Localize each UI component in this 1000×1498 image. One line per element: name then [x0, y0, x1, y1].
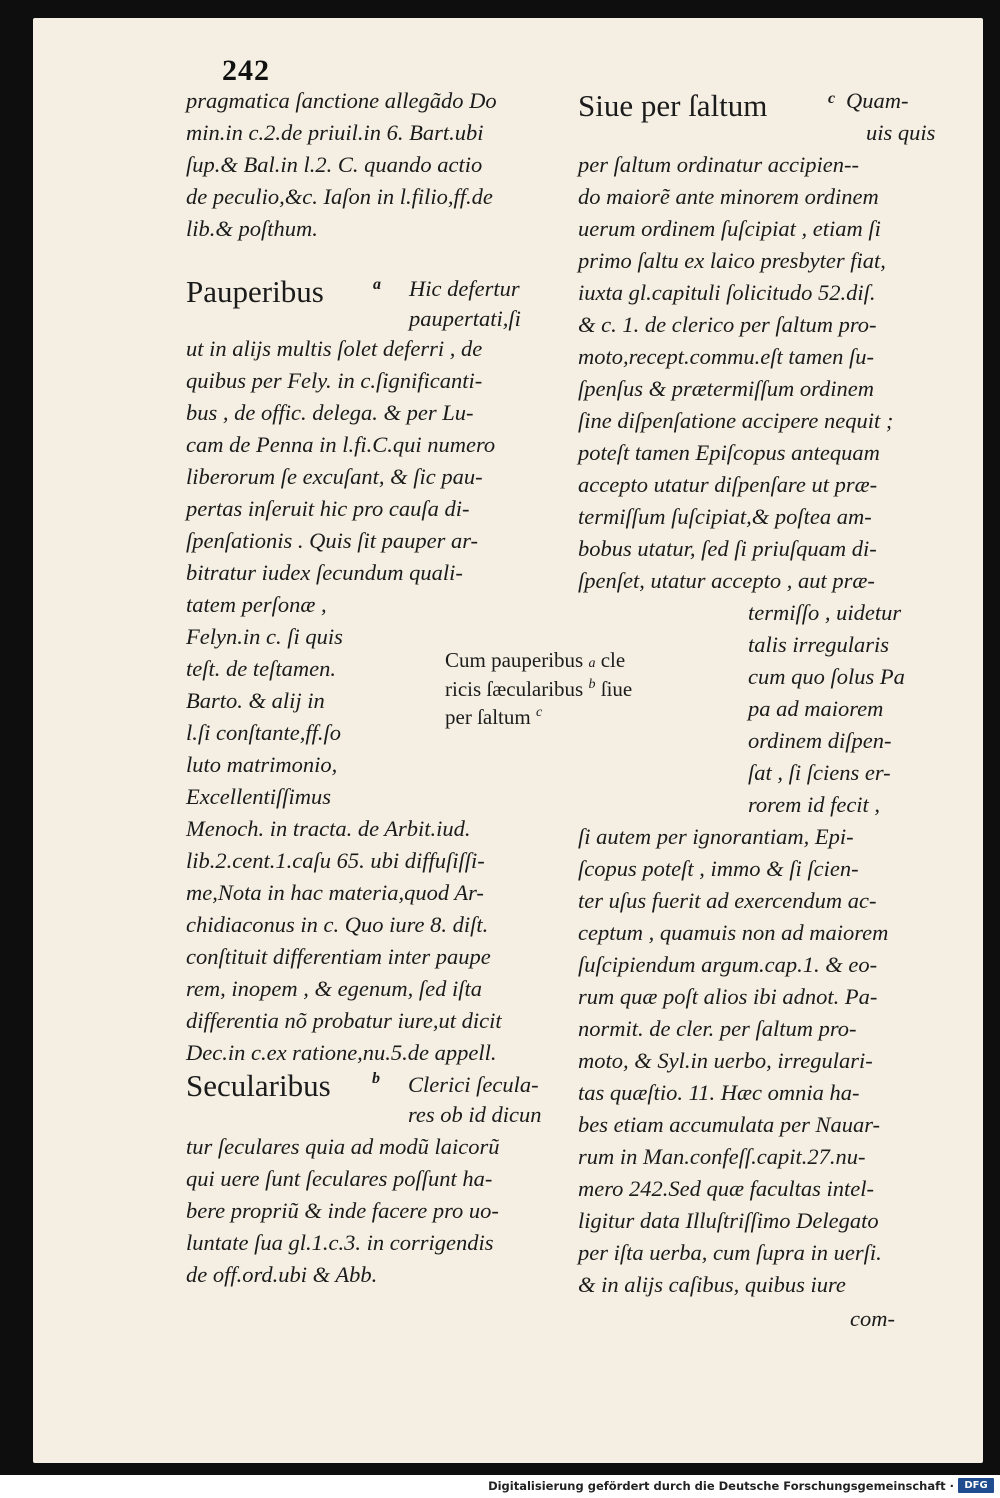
text-line: bobus utatur, ſed ſi priuſquam di- [578, 536, 877, 561]
footer-bar [0, 1475, 1000, 1498]
text-line: ſpenſus & prætermiſſum ordinem [578, 376, 875, 401]
text-line: normit. de cler. per ſaltum pro- [578, 1016, 857, 1041]
text-line: Felyn.in c. ſi quis [186, 624, 343, 649]
text-line: pragmatica ſanctione allegãdo Do [186, 88, 497, 113]
footnote-mark-a: a [373, 276, 381, 293]
text-line: per ſaltum ordinatur accipien-- [578, 152, 859, 177]
text-line: rem, inopem , & egenum, ſed iſta [186, 976, 482, 1001]
text-line: cum quo ſolus Pa [748, 664, 905, 689]
inset-mark-b: b [588, 677, 596, 692]
text-line: quibus per Fely. in c.ſignificanti- [186, 368, 483, 393]
text-line: paupertati,ſi [409, 306, 521, 331]
inset-line [445, 650, 625, 671]
text-line: rorem id fecit , [748, 792, 881, 817]
inset-line-text: ricis ſæcularibus [445, 677, 584, 701]
inset-line-text: per ſaltum [445, 705, 531, 729]
text-line: Barto. & alij in [186, 688, 325, 713]
inset-line-text: Cum pauperibus [445, 648, 584, 672]
text-line: ſi autem per ignorantiam, Epi- [578, 824, 854, 849]
text-line: bitratur iudex ſecundum quali- [186, 560, 463, 585]
text-line: do maiorẽ ante minorem ordinem [578, 184, 879, 209]
page-number: 242 [222, 54, 270, 87]
text-line: rum quæ poſt alios ibi adnot. Pa- [578, 984, 878, 1009]
text-line: ceptum , quamuis non ad maiorem [578, 920, 889, 945]
text-line: pertas inſeruit hic pro cauſa di- [186, 496, 470, 521]
text-line: luto matrimonio, [186, 752, 338, 777]
text-line: rum in Man.confeſſ.capit.27.nu- [578, 1144, 866, 1169]
text-line: differentia nõ probatur iure,ut dicit [186, 1008, 502, 1033]
text-line: bere propriũ & inde facere pro uo- [186, 1198, 499, 1223]
footnote-mark-b: b [372, 1070, 380, 1087]
text-line: accepto utatur diſpenſare ut præ- [578, 472, 878, 497]
text-line: qui uere ſunt ſeculares poſſunt ha- [186, 1166, 493, 1191]
text-line: lib.2.cent.1.caſu 65. ubi diffuſiſſi- [186, 848, 485, 873]
heading-pauperibus: Pauperibus [186, 274, 324, 309]
text-line: Quam- [846, 88, 909, 113]
text-line: me,Nota in hac materia,quod Ar- [186, 880, 484, 905]
text-line: tatem perſonæ , [186, 592, 327, 617]
text-line: moto,recept.commu.eſt tamen ſu- [578, 344, 874, 369]
text-line: termiſſum ſuſcipiat,& poſtea am- [578, 504, 872, 529]
inset-mark-a: a [588, 656, 596, 671]
heading-secularibus: Secularibus [186, 1068, 331, 1103]
heading-per-saltum: Siue per ſaltum [578, 88, 768, 123]
text-line: bes etiam accumulata per Nauar- [578, 1112, 881, 1137]
text-line: conſtituit differentiam inter paupe [186, 944, 491, 969]
text-line: ut in alijs multis ſolet deferri , de [186, 336, 483, 361]
text-line: Excellentiſſimus [186, 784, 331, 809]
text-line: mero 242.Sed quæ facultas intel- [578, 1176, 875, 1201]
text-line: min.in c.2.de priuil.in 6. Bart.ubi [186, 120, 484, 145]
text-line: iuxta gl.capituli ſolicitudo 52.diſ. [578, 280, 876, 305]
inset-mark-c: c [535, 705, 543, 720]
text-line: teſt. de teſtamen. [186, 656, 336, 681]
footnote-mark-c: c [828, 90, 836, 107]
catchword: com- [850, 1306, 895, 1331]
text-line: termiſſo , uidetur [748, 600, 902, 625]
text-line: pa ad maiorem [748, 696, 884, 721]
text-line: ter uſus fuerit ad exercendum ac- [578, 888, 877, 913]
text-line: Dec.in c.ex ratione,nu.5.de appell. [186, 1040, 497, 1065]
text-line: bus , de offic. delega. & per Lu- [186, 400, 474, 425]
text-line: l.ſi conſtante,ff.ſo [186, 720, 341, 745]
text-line: ſpenſet, utatur accepto , aut præ- [578, 568, 875, 593]
text-line: ſpenſationis . Quis ſit pauper ar- [186, 528, 479, 553]
text-line: primo ſaltu ex laico presbyter fiat, [578, 248, 886, 273]
book-page [33, 18, 983, 1463]
text-line: per iſta uerba, cum ſupra in uerſi. [578, 1240, 882, 1265]
text-line: de off.ord.ubi & Abb. [186, 1262, 378, 1287]
text-line: ſup.& Bal.in l.2. C. quando actio [186, 152, 483, 177]
text-line: chidiaconus in c. Quo iure 8. diſt. [186, 912, 489, 937]
text-line: Clerici ſecula- [408, 1072, 539, 1097]
inset-line [445, 706, 542, 728]
text-line: ſat , ſi ſciens er- [748, 760, 891, 785]
text-line: poteſt tamen Epiſcopus antequam [578, 440, 880, 465]
inset-line-tail: ſiue [600, 677, 633, 701]
text-line: ſcopus poteſt , immo & ſi ſcien- [578, 856, 859, 881]
text-line: uis quis [866, 120, 936, 145]
text-line: ſine diſpenſatione accipere nequit ; [578, 408, 894, 433]
text-line: moto, & Syl.in uerbo, irregulari- [578, 1048, 873, 1073]
text-line: & c. 1. de clerico per ſaltum pro- [578, 312, 877, 337]
footer-text: Digitalisierung gefördert durch die Deutsche Forschungsgemeinschaft · [488, 1479, 954, 1493]
dfg-logo: DFG [958, 1478, 994, 1493]
inset-line-tail: cle [600, 648, 626, 672]
text-line: & in alijs caſibus, quibus iure [578, 1272, 846, 1297]
text-line: cam de Penna in l.fi.C.qui numero [186, 432, 496, 457]
text-line: lib.& poſthum. [186, 216, 318, 241]
text-line: liberorum ſe excuſant, & ſic pau- [186, 464, 483, 489]
text-line: res ob id dicun [408, 1102, 542, 1127]
text-line: ordinem diſpen- [748, 728, 892, 753]
text-line: talis irregularis [748, 632, 890, 657]
text-line: Hic defertur [409, 276, 520, 301]
inset-line [445, 678, 632, 700]
text-line: tas quæſtio. 11. Hæc omnia ha- [578, 1080, 860, 1105]
text-line: Menoch. in tracta. de Arbit.iud. [186, 816, 471, 841]
text-line: de peculio,&c. Iaſon in l.filio,ff.de [186, 184, 493, 209]
text-line: tur ſeculares quia ad modũ laicorũ [186, 1134, 500, 1159]
text-line: ſuſcipiendum argum.cap.1. & eo- [578, 952, 878, 977]
text-line: ligitur data Illuſtriſſimo Delegato [578, 1208, 879, 1233]
text-line: luntate ſua gl.1.c.3. in corrigendis [186, 1230, 494, 1255]
text-line: uerum ordinem ſuſcipiat , etiam ſi [578, 216, 881, 241]
